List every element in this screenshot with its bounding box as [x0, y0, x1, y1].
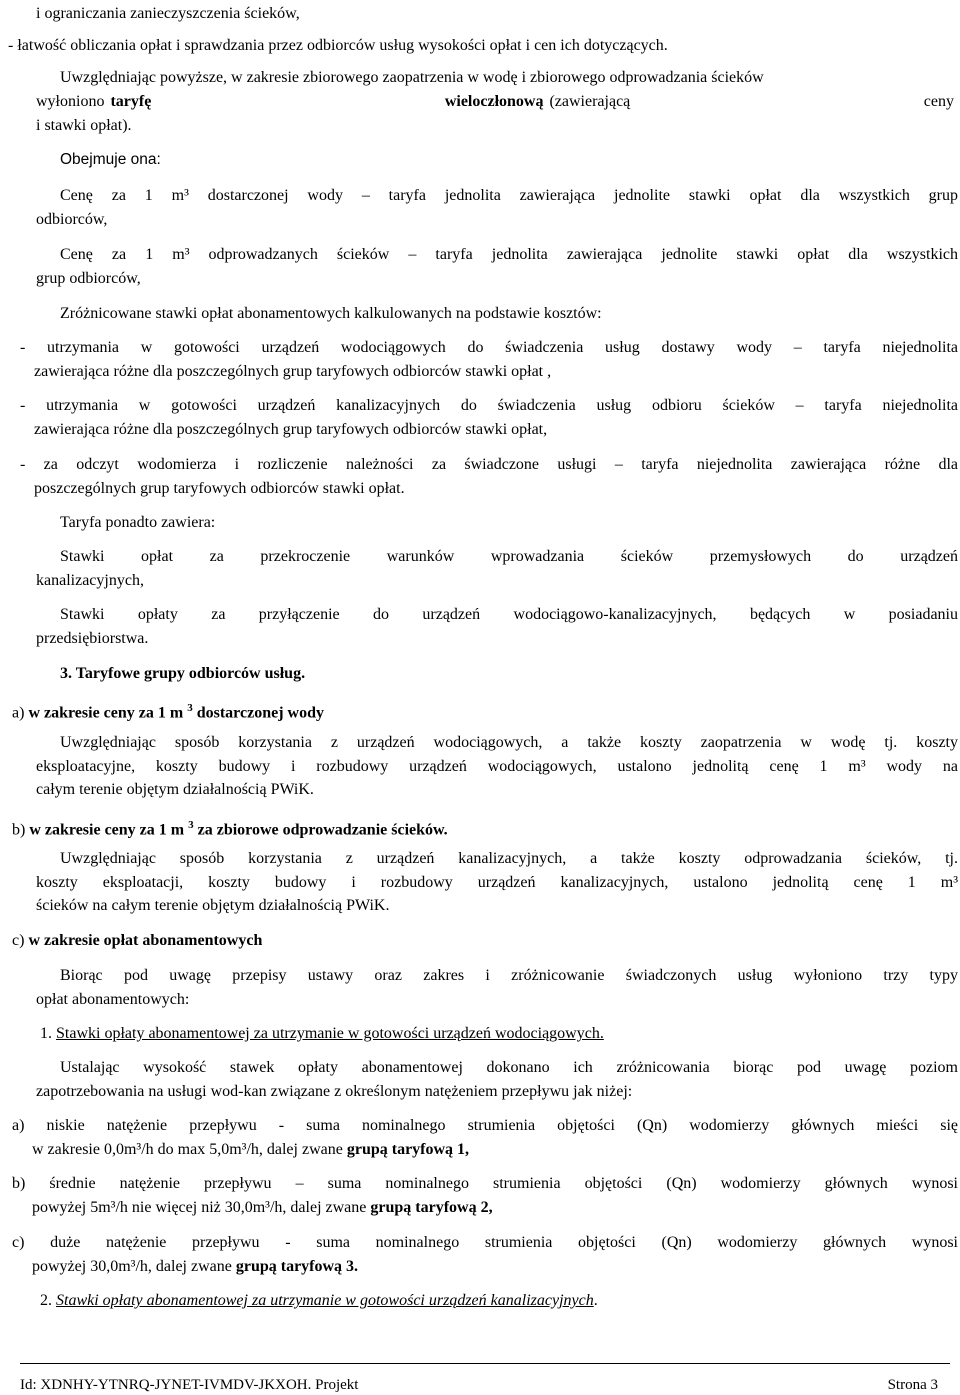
text-run-bold: grupą taryfową 2,: [370, 1199, 493, 1216]
subsection-title: w zakresie ceny za 1 m: [28, 704, 184, 722]
text-line: - za odczyt wodomierza i rozliczenie należności za świadczone usługi – taryfa niejednolita zawierająca różne dla: [20, 456, 958, 473]
superscript: 3: [188, 819, 194, 831]
list-item-text: Stawki opłaty abonamentowej za utrzymanie w gotowości urządzeń kanalizacyjnych: [56, 1292, 594, 1309]
subsection-prefix: c): [12, 932, 25, 949]
text-line: eksploatacyjne, koszty budowy i rozbudowy urządzeń wodociągowych, ustalono jednolitą cenę 1 m³ wody na: [36, 758, 958, 775]
text-line: a) niskie natężenie przepływu - suma nominalnego strumienia objętości (Qn) wodomierzy głównych mieści się: [12, 1117, 958, 1134]
text-line: Stawki opłat za przekroczenie warunków wprowadzania ścieków przemysłowych do urządzeń: [60, 548, 958, 565]
text-run-bold: grupą taryfową 1,: [346, 1141, 470, 1158]
subsection-heading-a: [12, 698, 324, 723]
text-line: Uwzględniając powyższe, w zakresie zbiorowego zaopatrzenia w wodę i zbiorowego odprowadzania ścieków: [60, 69, 764, 86]
list-item-text: Stawki opłaty abonamentowej za utrzymanie w gotowości urządzeń wodociągowych.: [56, 1025, 604, 1042]
text-line: c) duże natężenie przepływu - suma nominalnego strumienia objętości (Qn) wodomierzy głównych wynosi: [12, 1234, 958, 1251]
text-line: Stawki opłaty za przyłączenie do urządzeń wodociągowo-kanalizacyjnych, będących w posiadaniu: [60, 606, 958, 623]
text-line: Cenę za 1 m³ odprowadzanych ścieków – taryfa jednolita zawierająca jednolite stawki opłat dla wszystkich: [60, 246, 958, 263]
subsection-prefix: b): [12, 821, 26, 839]
obejmuje-label: Obejmuje ona:: [60, 151, 161, 168]
text-line: [32, 1257, 358, 1277]
subsection-title: za zbiorowe odprowadzanie ścieków.: [197, 821, 448, 839]
text-line-tariff: [36, 92, 954, 112]
text-line: [32, 1198, 493, 1218]
word: ceny: [923, 93, 954, 110]
section-heading: 3. Taryfowe grupy odbiorców usług.: [60, 665, 306, 682]
text-run: w zakresie 0,0m³/h do max 5,0m³/h, dalej zwane: [32, 1141, 343, 1158]
text-line: Taryfa ponadto zawiera:: [60, 514, 216, 531]
list-number: 1.: [40, 1025, 52, 1042]
list-item-2: [40, 1291, 598, 1311]
text-line: zapotrzebowania na usługi wod-kan związane z określonym natężeniem przepływu jak niżej:: [36, 1083, 633, 1100]
text-line: koszty eksploatacji, koszty budowy i rozbudowy urządzeń kanalizacyjnych, ustalono jednolitą cenę 1 m³: [36, 874, 958, 891]
word: wyłoniono: [36, 93, 105, 110]
subsection-heading-c: [12, 931, 262, 951]
subsection-title: w zakresie opłat abonamentowych: [28, 932, 263, 949]
text-line: Uwzględniając sposób korzystania z urządzeń wodociągowych, a także koszty zaopatrzenia w wodę tj. koszty: [60, 734, 958, 751]
text-line: opłat abonamentowych:: [36, 991, 190, 1008]
text-line: przedsiębiorstwa.: [36, 630, 149, 647]
subsection-title: w zakresie ceny za 1 m: [29, 821, 185, 839]
text-line: Ustalając wysokość stawek opłaty abonamentowej dokonano ich zróżnicowania biorąc pod uwagę poziom: [60, 1059, 958, 1076]
text-line: - utrzymania w gotowości urządzeń wodociągowych do świadczenia usług dostawy wody – taryfa niejednolita: [20, 339, 958, 356]
list-number: 2.: [40, 1292, 52, 1309]
text-line: ścieków na całym terenie objętym działalnością PWiK.: [36, 897, 390, 914]
footer-page-number: Strona 3: [887, 1377, 938, 1393]
text-line: poszczególnych grup taryfowych odbiorców stawki opłat.: [34, 480, 405, 497]
word-bold: wieloczłonową: [444, 93, 544, 110]
list-item-1: [40, 1024, 604, 1044]
subsection-prefix: a): [12, 704, 25, 722]
word-bold: taryfę: [110, 93, 152, 110]
text-line: zawierająca różne dla poszczególnych grup taryfowych odbiorców stawki opłat ,: [34, 363, 552, 380]
text-run-bold: grupą taryfową 3.: [235, 1258, 359, 1275]
superscript: 3: [187, 702, 193, 714]
text-line: Cenę za 1 m³ dostarczonej wody – taryfa jednolita zawierająca jednolite stawki opłat dla wszystkich grup: [60, 187, 958, 204]
text-line: zawierająca różne dla poszczególnych grup taryfowych odbiorców stawki opłat,: [34, 421, 548, 438]
text-line: grup odbiorców,: [36, 270, 141, 287]
word: (zawierającą: [549, 93, 631, 110]
subsection-heading-b: [12, 815, 448, 840]
subsection-title: dostarczonej wody: [196, 704, 324, 722]
text-line: Biorąc pod uwagę przepisy ustawy oraz zakres i zróżnicowanie świadczonych usług wyłoniono trzy typy: [60, 967, 958, 984]
footer-id: Id: XDNHY-YTNRQ-JYNET-IVMDV-JKXOH. Projekt: [20, 1377, 359, 1393]
text-line: - łatwość obliczania opłat i sprawdzania przez odbiorców usług wysokości opłat i cen ich dotyczących.: [8, 37, 668, 54]
text-line: całym terenie objętym działalnością PWiK.: [36, 781, 314, 798]
text-line: Zróżnicowane stawki opłat abonamentowych kalkulowanych na podstawie kosztów:: [60, 305, 602, 322]
text-line: Uwzględniając sposób korzystania z urządzeń kanalizacyjnych, a także koszty odprowadzania ścieków, tj.: [60, 850, 958, 867]
list-item-tail: .: [593, 1292, 598, 1309]
text-run: powyżej 30,0m³/h, dalej zwane: [32, 1258, 232, 1275]
text-line: odbiorców,: [36, 211, 108, 228]
text-run: powyżej 5m³/h nie więcej niż 30,0m³/h, dalej zwane: [32, 1199, 367, 1216]
footer-rule: [20, 1363, 950, 1364]
text-line: b) średnie natężenie przepływu – suma nominalnego strumienia objętości (Qn) wodomierzy głównych wynosi: [12, 1175, 958, 1192]
text-line: kanalizacyjnych,: [36, 572, 144, 589]
text-line: - utrzymania w gotowości urządzeń kanalizacyjnych do świadczenia usług odbioru ścieków – taryfa niejednolita: [20, 397, 958, 414]
text-line: i stawki opłat).: [36, 117, 132, 134]
text-line: [32, 1140, 469, 1160]
text-line: i ograniczania zanieczyszczenia ścieków,: [36, 5, 300, 22]
